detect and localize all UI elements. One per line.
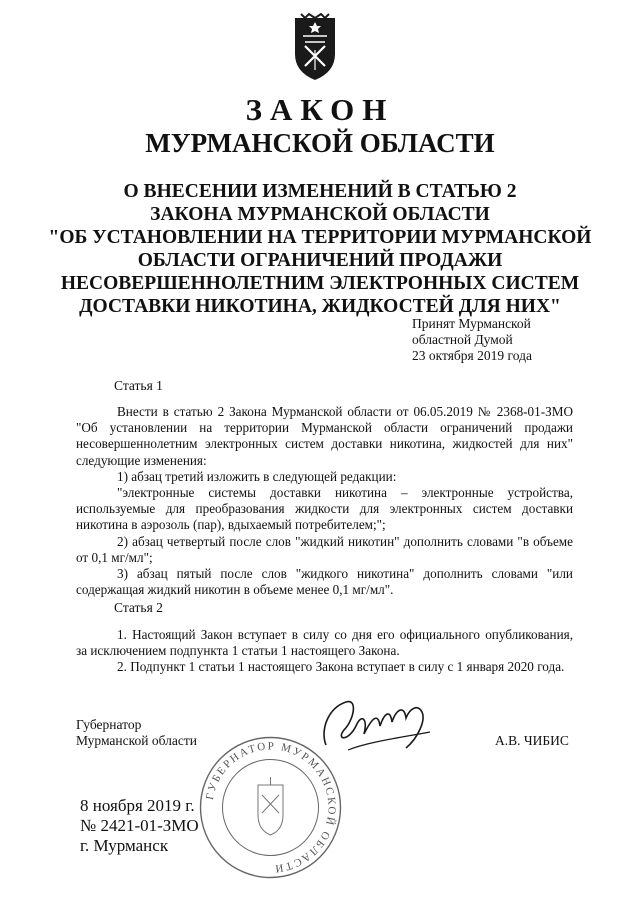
quote-line: "электронные системы доставки никотина – электронные устройства,: [117, 485, 573, 501]
subtitle-line: ДОСТАВКИ НИКОТИНА, ЖИДКОСТЕЙ ДЛЯ НИХ": [79, 296, 561, 317]
article-1-heading: Статья 1: [114, 378, 163, 393]
handwritten-signature: [318, 690, 438, 760]
article-1-paragraph: [76, 404, 573, 598]
article-2-paragraph: [76, 627, 573, 676]
coat-of-arms-icon: [291, 12, 339, 82]
document-type-title: ЗАКОН: [245, 92, 395, 127]
text-line: "Об установлении на территории Мурманской области ограничений продажи: [76, 420, 573, 436]
text-line: за исключением подпункта 1 статьи 1 настоящего Закона.: [76, 643, 400, 659]
adoption-line: Принят Мурманской: [412, 316, 531, 331]
quote-line: используемые для преобразования жидкости для электронных систем доставки: [76, 501, 573, 517]
position-line: Губернатор: [76, 717, 142, 732]
text-line: Внести в статью 2 Закона Мурманской области от 06.05.2019 № 2368-01-ЗМО: [117, 404, 573, 419]
seal-text: ГУБЕРНАТОР МУРМАНСКОЙ ОБЛАСТИ: [203, 740, 338, 875]
item-2-line: 2) абзац четвертый после слов "жидкий никотин" дополнить словами "в объеме: [117, 533, 573, 549]
item-3-line: содержащая жидкий никотин в объеме менее 0,1 мг/мл".: [76, 582, 394, 598]
adoption-line: областной Думой: [412, 332, 513, 347]
item-3-line: 3) абзац пятый после слов "жидкого никотина" дополнить словами "или: [117, 566, 573, 582]
text-line: 1. Настоящий Закон вступает в силу со дня его официального опубликования,: [117, 627, 573, 642]
subtitle-line: ЗАКОНА МУРМАНСКОЙ ОБЛАСТИ: [150, 204, 490, 225]
item-2-line: от 0,1 мг/мл";: [76, 549, 153, 565]
article-2-heading: Статья 2: [114, 600, 163, 615]
region-title: МУРМАНСКОЙ ОБЛАСТИ: [145, 128, 495, 158]
position-line: Мурманской области: [76, 733, 197, 748]
city: г. Мурманск: [80, 836, 169, 855]
text-line: 2. Подпункт 1 статьи 1 настоящего Закона вступает в силу с 1 января 2020 года.: [117, 659, 565, 675]
quote-line: никотина в аэрозоль (пар), вдыхаемый потребителем;";: [76, 517, 386, 533]
item-1: 1) абзац третий изложить в следующей редакции:: [117, 468, 397, 484]
subtitle-line: ОБЛАСТИ ОГРАНИЧЕНИЙ ПРОДАЖИ: [137, 250, 503, 271]
svg-text:ГУБЕРНАТОР МУРМАНСКОЙ ОБЛАСТИ: [204, 740, 338, 874]
law-subtitle: [40, 180, 600, 318]
adoption-date: 23 октября 2019 года: [412, 348, 532, 363]
adoption-note: [412, 316, 532, 364]
text-line: несовершеннолетним электронных систем доставки никотина, жидкостей для них": [76, 436, 573, 452]
law-footer: [80, 796, 199, 856]
signatory-name: А.В. ЧИБИС: [495, 733, 569, 748]
text-line: следующие изменения:: [76, 452, 207, 468]
law-number: № 2421-01-ЗМО: [80, 816, 199, 835]
signing-date: 8 ноября 2019 г.: [80, 796, 195, 815]
signatory-position: [76, 717, 197, 749]
subtitle-line: О ВНЕСЕНИИ ИЗМЕНЕНИЙ В СТАТЬЮ 2: [123, 181, 517, 202]
subtitle-line: "ОБ УСТАНОВЛЕНИИ НА ТЕРРИТОРИИ МУРМАНСКОЙ: [48, 227, 592, 248]
subtitle-line: НЕСОВЕРШЕННОЛЕТНИМ ЭЛЕКТРОННЫХ СИСТЕМ: [60, 273, 580, 294]
